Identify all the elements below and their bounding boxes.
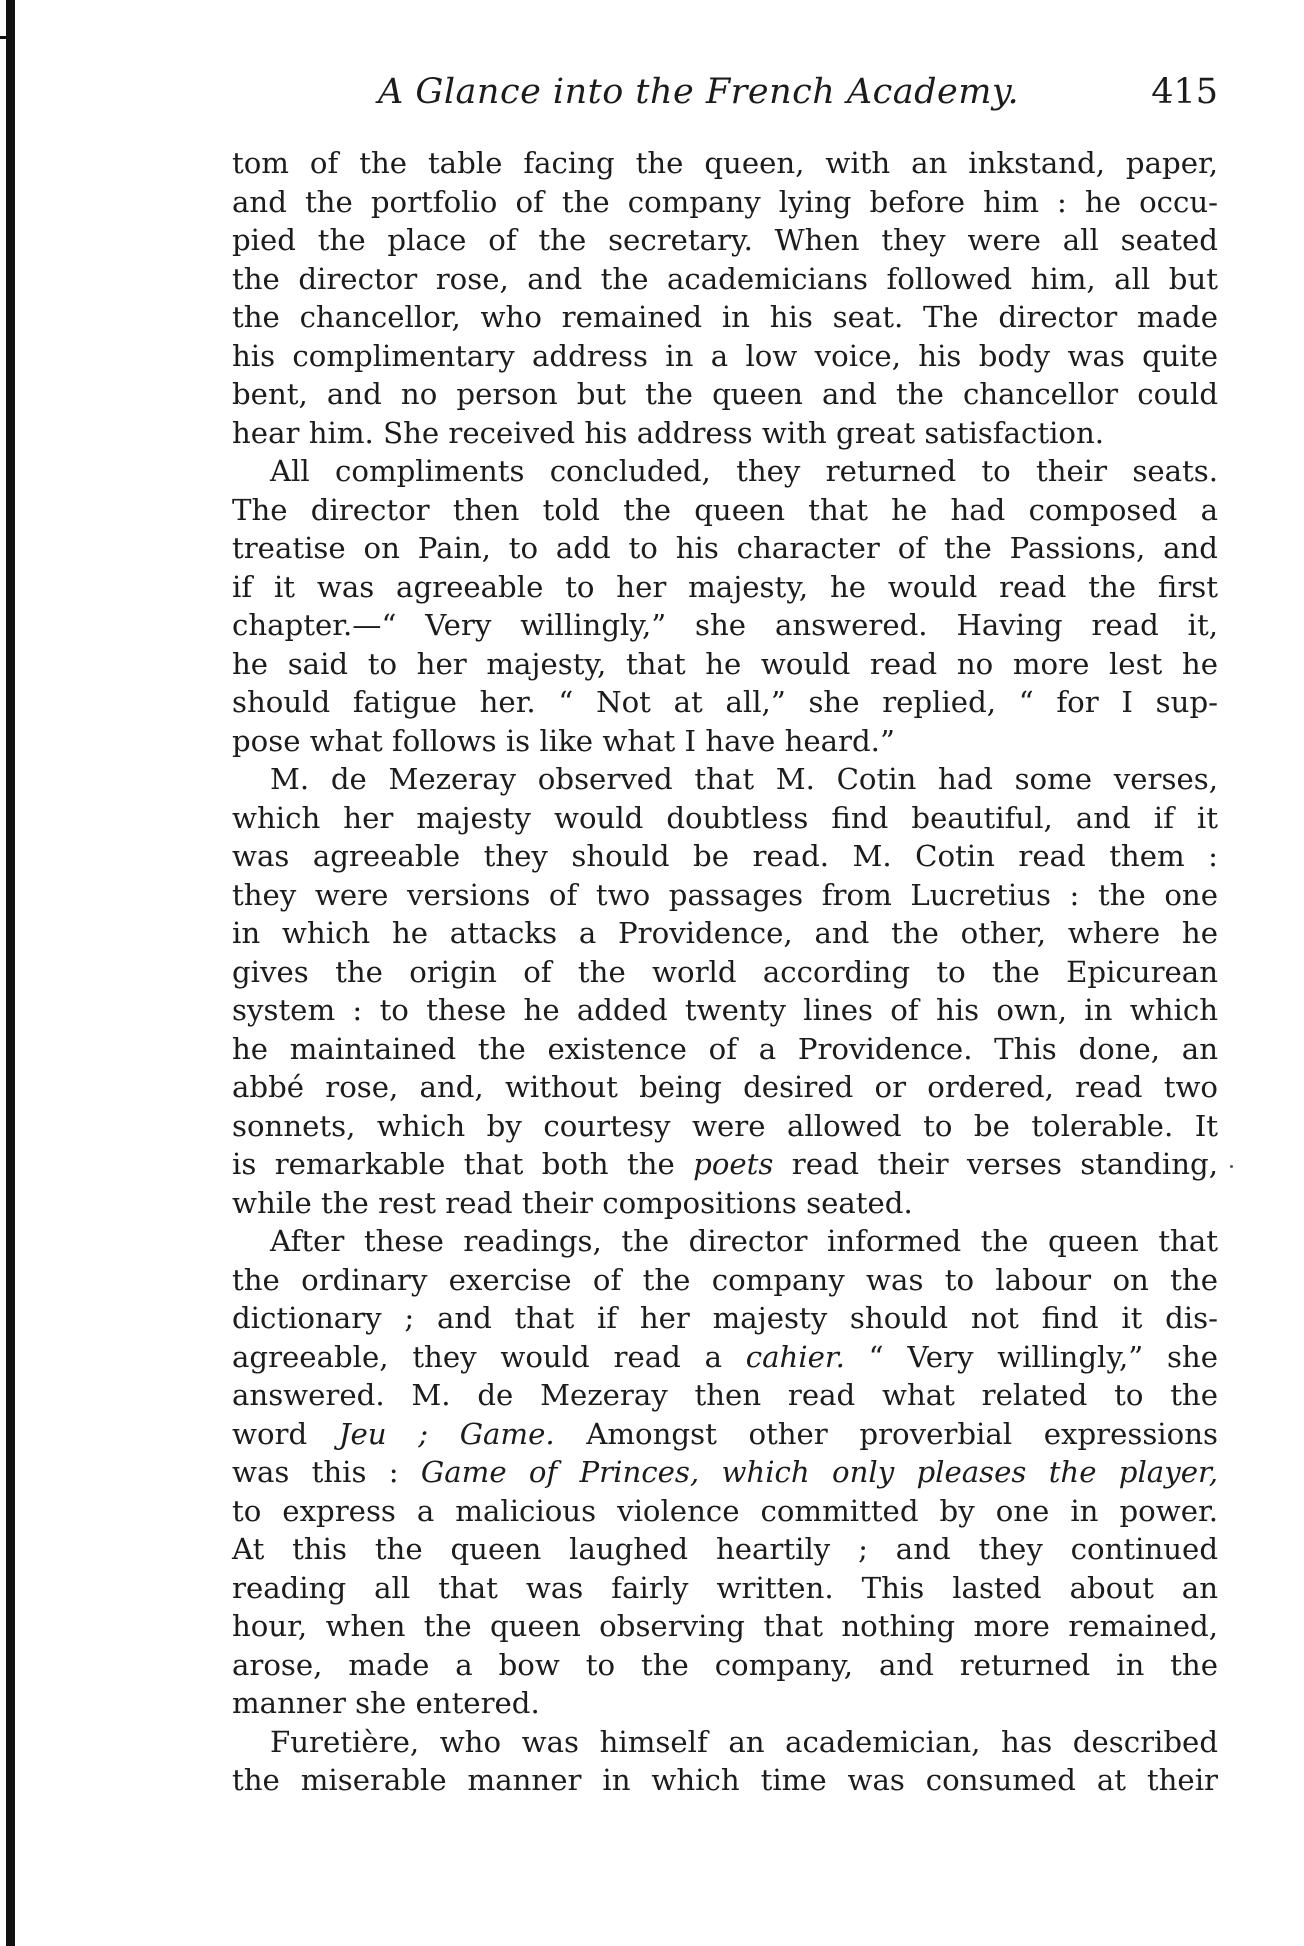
paragraph-first-line: All compliments concluded, they returned to their seats. — [270, 454, 1218, 488]
text-run: read their verses standing, — [773, 1147, 1218, 1181]
text-line: and the portfolio of the company lying before him : he occu- — [232, 184, 1218, 219]
text-line: they were versions of two passages from Lucretius : the one — [232, 877, 1218, 912]
paragraph-first-line: After these readings, the director informed the queen that — [270, 1224, 1218, 1258]
text-line: dictionary ; and that if her majesty should not find it dis- — [232, 1301, 1218, 1335]
text-run: Amongst other proverbial expressions — [554, 1416, 1218, 1451]
text-line: should fatigue her. “ Not at all,” she replied, “ for I sup- — [232, 685, 1218, 719]
text-line: chapter.—“ Very willingly,” she answered. Having read it, — [232, 608, 1218, 642]
text-run: was this : — [232, 1455, 421, 1489]
running-head — [232, 70, 1218, 132]
paragraph-first-line: Furetière, who was himself an academician, has described — [270, 1724, 1218, 1759]
text-line: while the rest read their compositions seated. — [232, 1185, 913, 1220]
text-line: the ordinary exercise of the company was to labour on the — [232, 1262, 1218, 1297]
text-line: which her majesty would doubtless find beautiful, and if it — [232, 800, 1218, 835]
page-binding-edge — [6, 0, 15, 1946]
text-line: system : to these he added twenty lines of his own, in which — [232, 993, 1218, 1027]
text-line: arose, made a bow to the company, and returned in the — [232, 1647, 1218, 1682]
text-run: “ Very willingly,” she — [844, 1339, 1218, 1374]
paragraph-first-line: M. de Mezeray observed that M. Cotin had some verses, — [270, 762, 1218, 796]
text-line: in which he attacks a Providence, and the other, where he — [232, 916, 1218, 950]
italic-term: poets — [693, 1147, 774, 1181]
text-line: if it was agreeable to her majesty, he would read the first — [232, 569, 1218, 604]
italic-term: Game of Princes, which only pleases the player, — [420, 1455, 1218, 1489]
text-line: pied the place of the secretary. When they were all seated — [232, 223, 1218, 257]
text-line: The director then told the queen that he had composed a — [232, 492, 1218, 527]
text-line: bent, and no person but the queen and the chancellor could — [232, 377, 1218, 411]
text-line: reading all that was fairly written. This lasted about an — [232, 1570, 1218, 1605]
text-line: abbé rose, and, without being desired or ordered, read two — [232, 1070, 1218, 1104]
text-line: was agreeable they should be read. M. Cotin read them : — [232, 839, 1218, 873]
binding-notch — [0, 36, 14, 39]
text-line: hour, when the queen observing that nothing more remained, — [232, 1609, 1218, 1643]
text-run: agreeable, they would read a — [232, 1339, 746, 1374]
text-line: the director rose, and the academicians followed him, all but — [232, 261, 1218, 296]
italic-term: Jeu ; Game. — [338, 1416, 555, 1451]
text-line-with-italic — [232, 1145, 1218, 1184]
text-line: hear him. She received his address with great satisfaction. — [232, 415, 1105, 450]
text-line: his complimentary address in a low voice, his body was quite — [232, 338, 1218, 373]
running-title: A Glance into the French Academy. — [378, 72, 1020, 112]
text-run: word — [232, 1416, 339, 1451]
text-line: answered. M. de Mezeray then read what related to the — [232, 1378, 1218, 1412]
text-line: manner she entered. — [232, 1686, 540, 1720]
page-number: 415 — [1151, 72, 1218, 112]
text-line-with-italic — [232, 1453, 1218, 1492]
book-page — [232, 70, 1218, 1800]
stray-ink-mark — [1230, 1165, 1233, 1168]
text-line: gives the origin of the world according to the Epicurean — [232, 954, 1218, 989]
text-line: the miserable manner in which time was consumed at their — [232, 1763, 1218, 1797]
text-line: tom of the table facing the queen, with an inkstand, paper, — [232, 146, 1218, 180]
text-line: he maintained the existence of a Providence. This done, an — [232, 1031, 1218, 1066]
text-line-with-italic — [232, 1415, 1218, 1454]
text-line: he said to her majesty, that he would read no more lest he — [232, 646, 1218, 681]
text-line: the chancellor, who remained in his seat. The director made — [232, 300, 1218, 334]
text-line: At this the queen laughed heartily ; and they continued — [232, 1532, 1218, 1566]
text-line: treatise on Pain, to add to his character of the Passions, and — [232, 531, 1218, 565]
body-text — [232, 144, 1218, 1800]
text-line-with-italic — [232, 1338, 1218, 1377]
text-run: is remarkable that both the — [232, 1147, 694, 1181]
text-line: to express a malicious violence committed by one in power. — [232, 1493, 1218, 1528]
text-line: sonnets, which by courtesy were allowed to be tolerable. It — [232, 1108, 1218, 1143]
text-line: pose what follows is like what I have heard.” — [232, 723, 895, 758]
italic-term: cahier. — [745, 1339, 845, 1374]
